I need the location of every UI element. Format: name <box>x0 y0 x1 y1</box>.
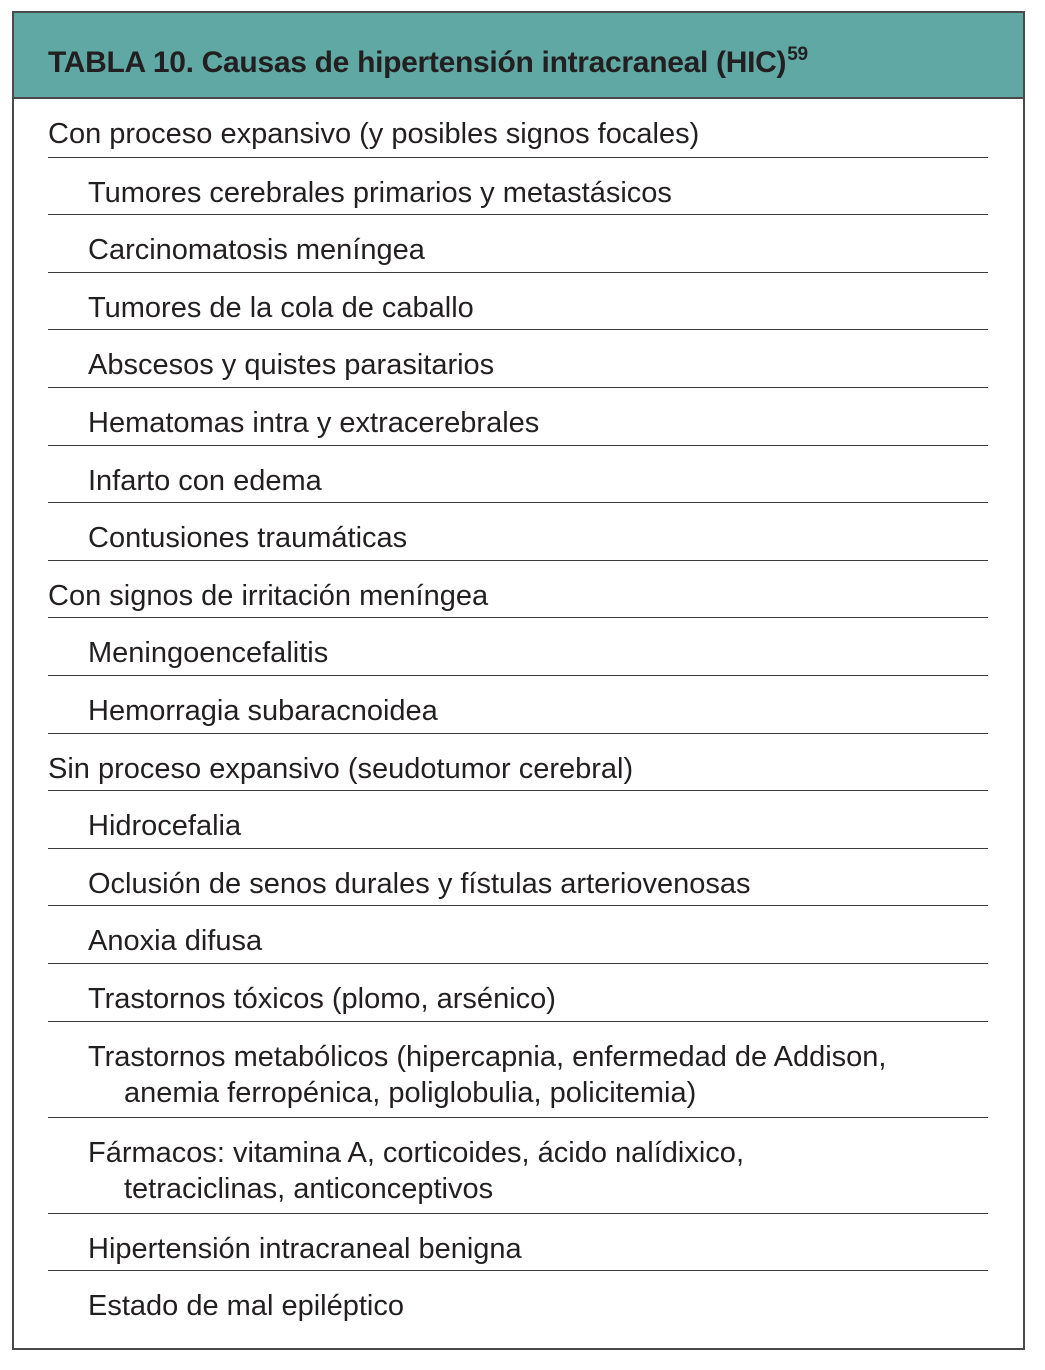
row-text: Oclusión de senos durales y fístulas arteriovenosas <box>88 867 751 900</box>
table-row <box>48 1270 988 1328</box>
table-row <box>48 157 988 215</box>
row-text: Meningoencefalitis <box>88 637 329 670</box>
row-text: Con proceso expansivo (y posibles signos focales) <box>48 118 700 150</box>
causes-table <box>12 11 1025 1350</box>
row-text: Sin proceso expansivo (seudotumor cerebral) <box>48 752 634 785</box>
row-text-continuation: anemia ferropénica, poliglobulia, policitemia) <box>124 1076 697 1109</box>
row-text: Hematomas intra y extracerebrales <box>88 406 540 439</box>
table-row <box>48 675 988 733</box>
row-text: Infarto con edema <box>88 464 322 497</box>
table-row <box>48 214 988 272</box>
row-text: Estado de mal epiléptico <box>88 1290 404 1323</box>
row-text: Abscesos y quistes parasitarios <box>88 349 495 382</box>
row-text: Trastornos metabólicos (hipercapnia, enfermedad de Addison, <box>88 1040 887 1073</box>
table-body <box>14 99 1023 1328</box>
table-row <box>48 963 988 1021</box>
table-row <box>48 1021 988 1117</box>
row-text: Hipertensión intracraneal benigna <box>88 1232 522 1265</box>
category-row <box>48 99 988 157</box>
row-text: Tumores de la cola de caballo <box>88 291 474 324</box>
row-text-continuation: tetraciclinas, anticonceptivos <box>124 1172 494 1205</box>
table-row <box>48 272 988 330</box>
table-title <box>48 46 808 80</box>
row-text: Carcinomatosis meníngea <box>88 234 425 267</box>
table-row <box>48 329 988 387</box>
category-row <box>48 733 988 791</box>
row-text: Tumores cerebrales primarios y metastásicos <box>88 176 672 209</box>
table-row <box>48 790 988 848</box>
table-row <box>48 617 988 675</box>
row-text: Trastornos tóxicos (plomo, arsénico) <box>88 982 556 1015</box>
row-text: Con signos de irritación meníngea <box>48 579 489 612</box>
table-row <box>48 502 988 560</box>
table-header <box>14 13 1023 99</box>
row-text: Fármacos: vitamina A, corticoides, ácido nalídixico, <box>88 1136 744 1169</box>
table-row <box>48 905 988 963</box>
table-row <box>48 1117 988 1213</box>
row-text: Hemorragia subaracnoidea <box>88 694 438 727</box>
table-row <box>48 445 988 503</box>
category-row <box>48 560 988 618</box>
table-title-footnote-ref: 59 <box>787 44 808 65</box>
table-title-text: TABLA 10. Causas de hipertensión intracraneal (HIC) <box>48 46 787 79</box>
row-text: Hidrocefalia <box>88 810 242 843</box>
table-row <box>48 1213 988 1271</box>
table-row <box>48 387 988 445</box>
table-row <box>48 848 988 906</box>
row-text: Anoxia difusa <box>88 925 263 958</box>
row-text: Contusiones traumáticas <box>88 522 408 555</box>
